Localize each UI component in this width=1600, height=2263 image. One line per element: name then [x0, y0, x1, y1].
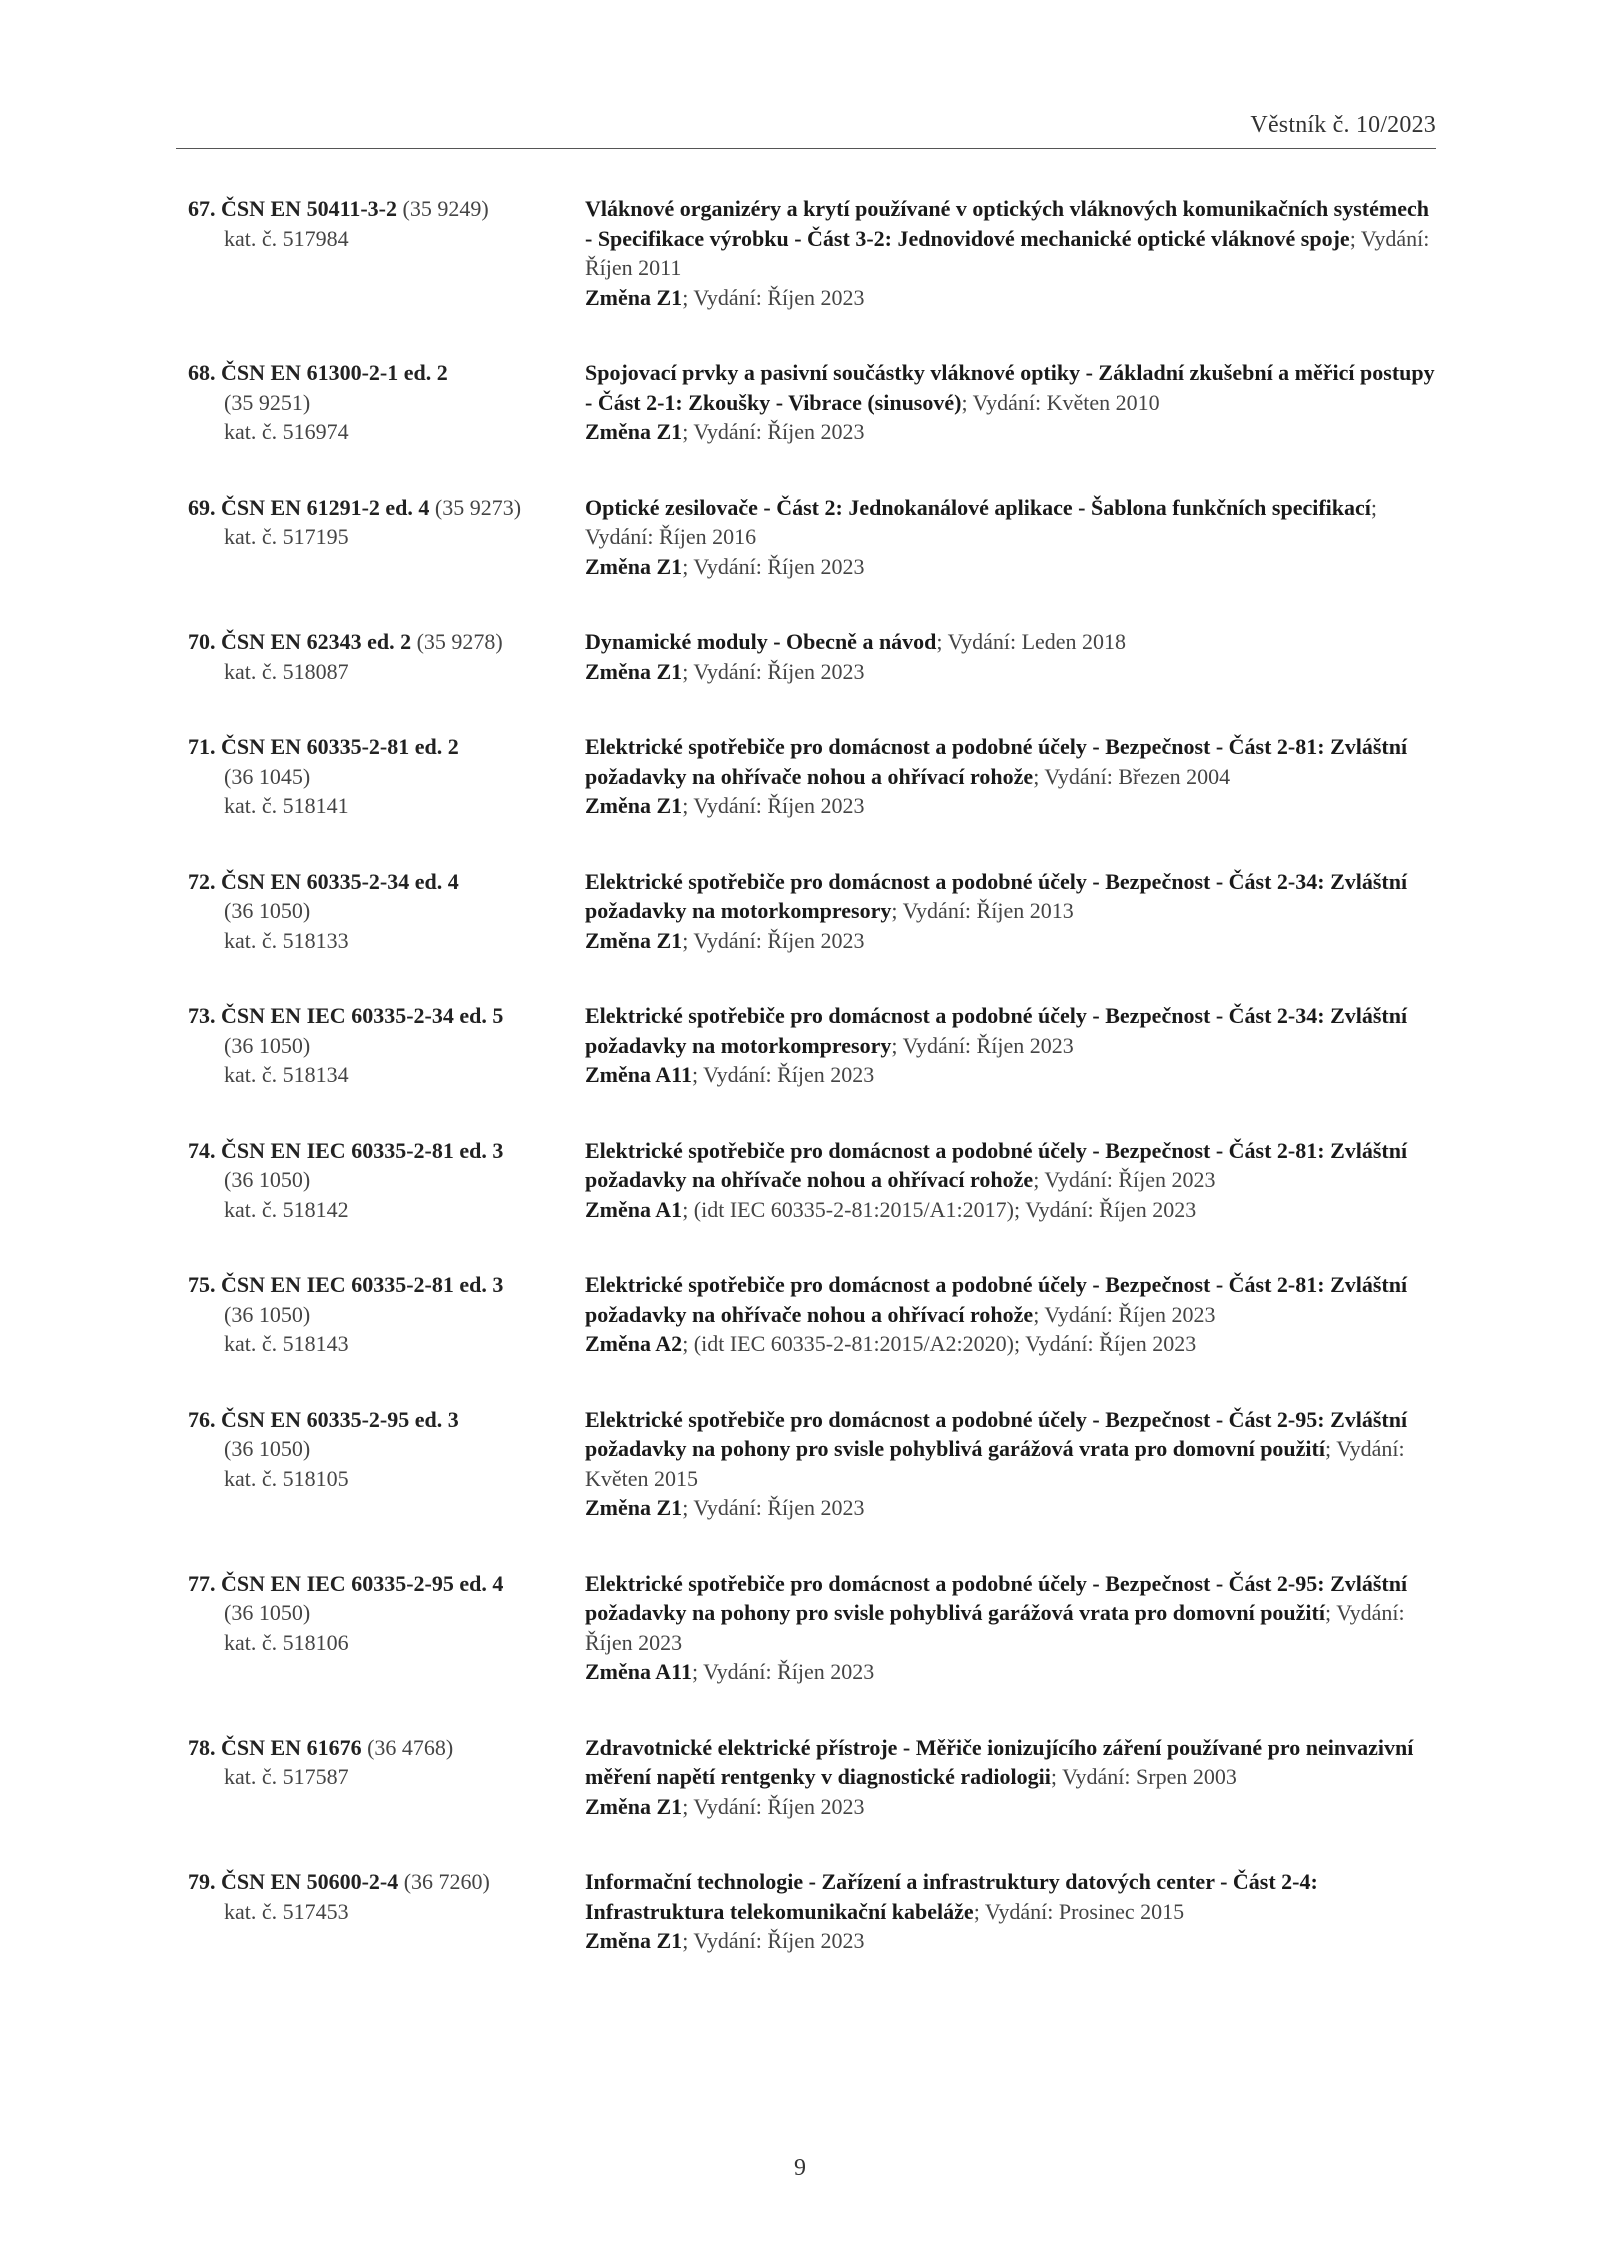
amendment-line: [585, 283, 1438, 313]
amendment-line: [585, 1657, 1438, 1687]
standard-designation-line: [188, 358, 585, 388]
standard-designation-line: [188, 194, 585, 224]
entry-number: 74.: [188, 1137, 216, 1163]
standard-code: ČSN EN IEC 60335-2-81 ed. 3: [221, 1137, 504, 1163]
standard-title: Elektrické spotřebiče pro domácnost a podobné účely - Bezpečnost - Část 2-34: Zvláštní požadavky na motorkompresory: [585, 1003, 1408, 1058]
standard-title-block: [585, 732, 1438, 791]
amendment-issue: ; Vydání: Říjen 2023: [682, 1495, 865, 1520]
standard-description: [585, 732, 1438, 821]
standard-title: Zdravotnické elektrické přístroje - Měřiče ionizujícího záření používané pro neinvazivní měření napětí rentgenky v diagnostické radiologii: [585, 1734, 1414, 1789]
list-item: [188, 1733, 1438, 1822]
amendment-issue: ; Vydání: Říjen 2023: [682, 1928, 865, 1953]
standard-designation-line: [188, 627, 585, 657]
standard-identifier: [188, 1405, 585, 1523]
standard-identifier: [188, 1569, 585, 1687]
list-item: [188, 1270, 1438, 1359]
classification-code: (35 9273): [434, 494, 522, 520]
standard-title-block: [585, 867, 1438, 926]
standard-code: ČSN EN 62343 ed. 2: [221, 629, 412, 654]
issue-date: ; Vydání: Říjen 2013: [891, 898, 1074, 923]
standard-description: [585, 358, 1438, 447]
amendment-line: [585, 1195, 1438, 1225]
amendment-line: [585, 552, 1438, 582]
list-item: [188, 358, 1438, 447]
standard-designation-line: [188, 867, 585, 897]
standard-identifier: [188, 732, 585, 821]
standard-identifier: [188, 1270, 585, 1359]
standard-identifier: [188, 194, 585, 312]
amendment-line: [585, 791, 1438, 821]
classification-code: (36 1050): [224, 1600, 311, 1625]
issue-date: ; Vydání: Květen 2010: [961, 389, 1160, 415]
amendment-issue: ; (idt IEC 60335-2-81:2015/A2:2020); Vydání: Říjen 2023: [682, 1331, 1197, 1356]
list-item: [188, 1001, 1438, 1090]
issue-date: ; Vydání: Říjen 2016: [585, 494, 1378, 549]
list-item: [188, 194, 1438, 312]
standard-identifier: [188, 1136, 585, 1225]
standard-title-block: [585, 1001, 1438, 1060]
entry-number: 68.: [188, 360, 216, 385]
issue-date: ; Vydání: Říjen 2023: [1033, 1301, 1216, 1327]
list-item: [188, 1867, 1438, 1956]
standard-designation-line: [188, 732, 585, 762]
standard-description: [585, 493, 1438, 582]
standard-description: [585, 1733, 1438, 1822]
classification-code: (35 9278): [416, 629, 503, 654]
amendment-line: [585, 1060, 1438, 1090]
list-item: [188, 493, 1438, 582]
issue-date: ; Vydání: Březen 2004: [1033, 763, 1231, 789]
catalog-number: kat. č. 517453: [224, 1898, 349, 1924]
standard-title-block: [585, 358, 1438, 417]
bulletin-title: Věstník č. 10/2023: [1250, 112, 1436, 138]
amendment-line: [585, 1926, 1438, 1956]
standard-identifier: [188, 867, 585, 956]
standard-description: [585, 1270, 1438, 1359]
catalog-number: kat. č. 518142: [224, 1196, 349, 1222]
list-item: [188, 1136, 1438, 1225]
standard-description: [585, 194, 1438, 312]
catalog-number: kat. č. 518106: [224, 1629, 349, 1655]
standard-designation-line: [188, 1867, 585, 1897]
amendment-issue: ; Vydání: Říjen 2023: [682, 1793, 865, 1819]
catalog-number: kat. č. 517195: [224, 524, 349, 549]
standard-title: Vláknové organizéry a krytí používané v optických vláknových komunikačních systémech - Specifikace výrobku - Část 3-2: Jednovidové mechanické optické vláknové spoje: [585, 196, 1429, 251]
classification-code: (36 1050): [224, 1167, 311, 1192]
standard-identifier: [188, 1733, 585, 1822]
amendment-issue: ; Vydání: Říjen 2023: [682, 553, 865, 579]
amendment-label: Změna A11: [585, 1659, 692, 1684]
entry-number: 73.: [188, 1003, 216, 1028]
amendment-line: [585, 1792, 1438, 1822]
standard-code: ČSN EN 60335-2-34 ed. 4: [221, 868, 459, 894]
standard-title: Dynamické moduly - Obecně a návod: [585, 629, 937, 654]
catalog-number: kat. č. 518133: [224, 927, 349, 953]
list-item: [188, 1405, 1438, 1523]
amendment-label: Změna A2: [585, 1331, 683, 1356]
list-item: [188, 1569, 1438, 1687]
amendment-issue: ; Vydání: Říjen 2023: [691, 1659, 875, 1684]
amendment-label: Změna A11: [585, 1062, 692, 1087]
classification-code: (36 1050): [224, 1436, 311, 1461]
standard-code: ČSN EN IEC 60335-2-81 ed. 3: [221, 1272, 504, 1297]
entry-number: 72.: [188, 868, 216, 894]
standard-designation-line: [188, 1733, 585, 1763]
standard-description: [585, 1405, 1438, 1523]
classification-code: (35 9249): [402, 196, 489, 221]
amendment-label: Změna Z1: [585, 927, 683, 953]
standard-description: [585, 1136, 1438, 1225]
list-item: [188, 627, 1438, 686]
classification-code: (36 7260): [403, 1869, 490, 1894]
page-number: 9: [794, 2155, 806, 2181]
amendment-label: Změna Z1: [585, 284, 683, 310]
standard-title-block: [585, 627, 1438, 657]
standard-code: ČSN EN 50600-2-4: [221, 1869, 399, 1894]
entry-number: 69.: [188, 494, 216, 520]
entry-number: 78.: [188, 1734, 216, 1760]
standard-code: ČSN EN 60335-2-81 ed. 2: [221, 734, 459, 759]
standard-designation-line: [188, 1405, 585, 1435]
amendment-issue: ; Vydání: Říjen 2023: [682, 927, 865, 953]
standard-description: [585, 627, 1438, 686]
standard-title: Elektrické spotřebiče pro domácnost a podobné účely - Bezpečnost - Část 2-95: Zvláštní požadavky na pohony pro svisle pohyblivá garážová vrata pro domovní použití: [585, 1570, 1408, 1625]
standard-identifier: [188, 358, 585, 447]
standard-title: Optické zesilovače - Část 2: Jednokanálové aplikace - Šablona funkčních specifikací: [585, 494, 1371, 520]
standard-description: [585, 1001, 1438, 1090]
amendment-issue: ; Vydání: Říjen 2023: [682, 793, 865, 818]
standard-title-block: [585, 1569, 1438, 1658]
amendment-issue: ; Vydání: Říjen 2023: [682, 284, 865, 310]
amendment-issue: ; Vydání: Říjen 2023: [682, 419, 865, 444]
standard-identifier: [188, 1867, 585, 1956]
catalog-number: kat. č. 517587: [224, 1764, 349, 1789]
issue-date: ; Vydání: Říjen 2023: [585, 1600, 1405, 1655]
entry-number: 75.: [188, 1272, 216, 1297]
standard-title: Informační technologie - Zařízení a infrastruktury datových center - Část 2-4: Infrastruktura telekomunikační kabeláže: [585, 1869, 1318, 1924]
standard-title: Elektrické spotřebiče pro domácnost a podobné účely - Bezpečnost - Část 2-95: Zvláštní požadavky na pohony pro svisle pohyblivá garážová vrata pro domovní použití: [585, 1406, 1408, 1461]
amendment-issue: ; Vydání: Říjen 2023: [691, 1062, 875, 1087]
standard-designation-line: [188, 493, 585, 523]
standard-description: [585, 1569, 1438, 1687]
classification-code: (36 1050): [224, 1032, 311, 1058]
amendment-label: Změna Z1: [585, 1495, 683, 1520]
standard-designation-line: [188, 1270, 585, 1300]
standard-code: ČSN EN IEC 60335-2-95 ed. 4: [221, 1570, 504, 1596]
standard-code: ČSN EN 50411-3-2: [221, 196, 398, 221]
catalog-number: kat. č. 518143: [224, 1331, 349, 1356]
page-header: [176, 112, 1436, 149]
standard-designation-line: [188, 1001, 585, 1031]
amendment-issue: ; Vydání: Říjen 2023: [682, 658, 865, 684]
amendment-issue: ; (idt IEC 60335-2-81:2015/A1:2017); Vydání: Říjen 2023: [682, 1196, 1197, 1222]
standard-code: ČSN EN 61291-2 ed. 4: [221, 494, 430, 520]
standard-title-block: [585, 1733, 1438, 1792]
catalog-number: kat. č. 516974: [224, 419, 349, 444]
catalog-number: kat. č. 518141: [224, 793, 349, 818]
standard-title: Elektrické spotřebiče pro domácnost a podobné účely - Bezpečnost - Část 2-81: Zvláštní požadavky na ohřívače nohou a ohřívací rohože: [585, 734, 1408, 789]
standards-list: [188, 194, 1438, 2002]
catalog-number: kat. č. 517984: [224, 225, 349, 251]
issue-date: ; Vydání: Říjen 2023: [891, 1032, 1074, 1058]
issue-date: ; Vydání: Říjen 2011: [585, 225, 1430, 280]
issue-date: ; Vydání: Prosinec 2015: [973, 1898, 1185, 1924]
standard-identifier: [188, 493, 585, 582]
amendment-line: [585, 926, 1438, 956]
amendment-label: Změna A1: [585, 1196, 683, 1222]
standard-title: Spojovací prvky a pasivní součástky vláknové optiky - Základní zkušební a měřicí postupy - Část 2-1: Zkoušky - Vibrace (sinusové): [585, 360, 1435, 415]
standard-title-block: [585, 1405, 1438, 1494]
amendment-label: Změna Z1: [585, 1793, 683, 1819]
standard-code: ČSN EN 60335-2-95 ed. 3: [221, 1406, 459, 1432]
entry-number: 67.: [188, 196, 216, 221]
amendment-line: [585, 1329, 1438, 1359]
issue-date: ; Vydání: Leden 2018: [936, 629, 1127, 654]
standard-code: ČSN EN 61676: [221, 1734, 362, 1760]
standard-title-block: [585, 1136, 1438, 1195]
amendment-label: Změna Z1: [585, 793, 683, 818]
entry-number: 79.: [188, 1869, 216, 1894]
issue-date: ; Vydání: Říjen 2023: [1033, 1167, 1216, 1192]
standard-title-block: [585, 1867, 1438, 1926]
standard-title: Elektrické spotřebiče pro domácnost a podobné účely - Bezpečnost - Část 2-81: Zvláštní požadavky na ohřívače nohou a ohřívací rohože: [585, 1137, 1408, 1192]
entry-number: 71.: [188, 734, 216, 759]
classification-code: (35 9251): [224, 389, 311, 415]
list-item: [188, 732, 1438, 821]
standard-description: [585, 867, 1438, 956]
issue-date: ; Vydání: Květen 2015: [585, 1436, 1405, 1491]
list-item: [188, 867, 1438, 956]
classification-code: (36 4768): [367, 1734, 454, 1760]
entry-number: 76.: [188, 1406, 216, 1432]
entry-number: 77.: [188, 1570, 216, 1596]
standard-identifier: [188, 627, 585, 686]
amendment-line: [585, 657, 1438, 687]
amendment-label: Změna Z1: [585, 419, 683, 444]
amendment-label: Změna Z1: [585, 1928, 683, 1953]
amendment-line: [585, 417, 1438, 447]
standard-code: ČSN EN 61300-2-1 ed. 2: [221, 360, 448, 385]
standard-code: ČSN EN IEC 60335-2-34 ed. 5: [221, 1003, 504, 1028]
standard-title-block: [585, 493, 1438, 552]
classification-code: (36 1045): [224, 763, 311, 789]
catalog-number: kat. č. 518087: [224, 658, 349, 684]
issue-date: ; Vydání: Srpen 2003: [1050, 1764, 1237, 1789]
amendment-line: [585, 1493, 1438, 1523]
standard-designation-line: [188, 1136, 585, 1166]
catalog-number: kat. č. 518105: [224, 1465, 349, 1491]
catalog-number: kat. č. 518134: [224, 1062, 349, 1087]
amendment-label: Změna Z1: [585, 658, 683, 684]
entry-number: 70.: [188, 629, 216, 654]
standard-title-block: [585, 1270, 1438, 1329]
standard-title: Elektrické spotřebiče pro domácnost a podobné účely - Bezpečnost - Část 2-81: Zvláštní požadavky na ohřívače nohou a ohřívací rohože: [585, 1272, 1408, 1327]
standard-description: [585, 1867, 1438, 1956]
standard-designation-line: [188, 1569, 585, 1599]
amendment-label: Změna Z1: [585, 553, 683, 579]
standard-identifier: [188, 1001, 585, 1090]
standard-title-block: [585, 194, 1438, 283]
classification-code: (36 1050): [224, 898, 311, 923]
classification-code: (36 1050): [224, 1301, 311, 1327]
standard-title: Elektrické spotřebiče pro domácnost a podobné účely - Bezpečnost - Část 2-34: Zvláštní požadavky na motorkompresory: [585, 868, 1408, 923]
